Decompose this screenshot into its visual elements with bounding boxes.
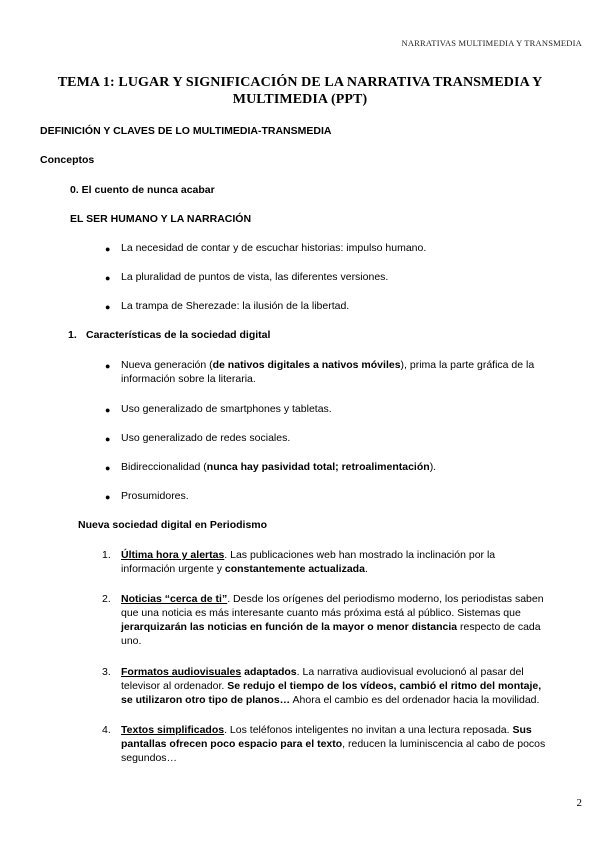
bullet-icon: ●: [105, 361, 111, 371]
list-item: La trampa de Sherezade: la ilusión de la libertad.: [121, 300, 350, 312]
running-header: NARRATIVAS MULTIMEDIA Y TRANSMEDIA: [401, 38, 582, 48]
numbered-item: Textos simplificados. Los teléfonos inteligentes no invitan a una lectura reposada. Sus pantallas ofrecen poco espacio para el texto, reducen la luminiscencia al cabo de pocos segundos…: [121, 724, 546, 764]
item-number: 3.: [102, 666, 111, 678]
list-item: Bidireccionalidad (nunca hay pasividad total; retroalimentación).: [121, 461, 437, 473]
list-item: Nueva generación (de nativos digitales a nativos móviles), prima la parte gráfica de la información sobre la literaria.: [121, 359, 535, 385]
bullet-icon: ●: [105, 302, 111, 312]
bullet-icon: ●: [105, 273, 111, 283]
bullet-icon: ●: [105, 405, 111, 415]
list-item: La necesidad de contar y de escuchar historias: impulso humano.: [121, 242, 427, 254]
bullet-icon: ●: [105, 463, 111, 473]
list-item: Uso generalizado de smartphones y tabletas.: [121, 403, 332, 415]
list-item: Prosumidores.: [121, 490, 189, 502]
bullet-icon: ●: [105, 492, 111, 502]
section-number: 1.: [68, 329, 77, 341]
subheading-ser-humano: EL SER HUMANO Y LA NARRACIÓN: [70, 213, 252, 225]
periodismo-heading: Nueva sociedad digital en Periodismo: [78, 519, 268, 531]
item-number: 1.: [102, 549, 111, 561]
item-number: 4.: [102, 724, 111, 736]
page-number: 2: [576, 797, 582, 809]
section-heading: DEFINICIÓN Y CLAVES DE LO MULTIMEDIA-TRANSMEDIA: [40, 125, 332, 137]
section-label: Características de la sociedad digital: [86, 329, 271, 341]
list-item: La pluralidad de puntos de vista, las diferentes versiones.: [121, 271, 389, 283]
bullet-icon: ●: [105, 434, 111, 444]
numbered-item: Formatos audiovisuales adaptados. La narrativa audiovisual evolucionó al pasar del televisor al ordenador. Se redujo el tiempo de los vídeos, cambió el ritmo del montaje, se utilizaron otro tipo de planos… Ahora el cambio es del ordenador hacia la movilidad.: [121, 666, 542, 706]
numbered-item: Última hora y alertas. Las publicaciones web han mostrado la inclinación por la información urgente y constantemente actualizada.: [121, 549, 496, 575]
bullet-icon: ●: [105, 244, 111, 254]
document-title: TEMA 1: LUGAR Y SIGNIFICACIÓN DE LA NARRATIVA TRANSMEDIA Y MULTIMEDIA (PPT): [57, 75, 543, 107]
numbered-item: Noticias “cerca de ti”. Desde los orígenes del periodismo moderno, los periodistas saben que una noticia es más interesante cuanto más próxima está al público. Sistemas que jerarquizarán las noticias en función de la mayor o menor distancia respecto de cada uno.: [121, 593, 544, 647]
list-item: Uso generalizado de redes sociales.: [121, 432, 291, 444]
subheading-cuento: 0. El cuento de nunca acabar: [70, 184, 215, 196]
item-number: 2.: [102, 593, 111, 605]
conceptos-heading: Conceptos: [40, 154, 95, 166]
